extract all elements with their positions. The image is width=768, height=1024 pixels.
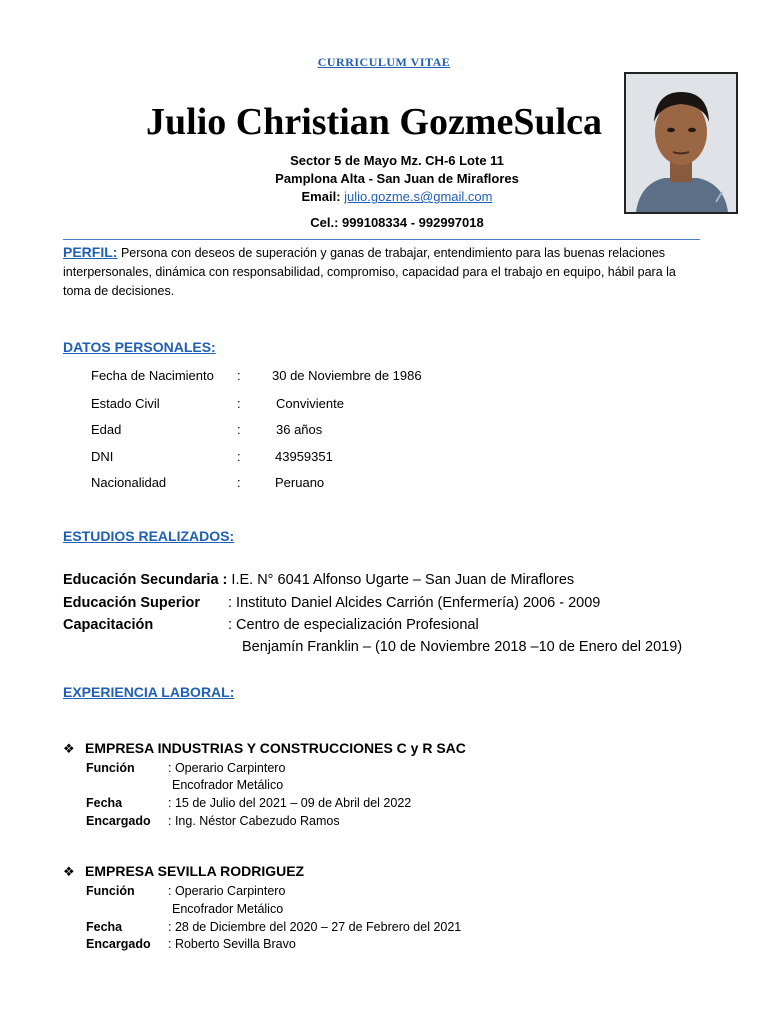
personal-colon: : <box>237 422 241 437</box>
job-key: Función <box>86 761 135 775</box>
personal-value: 43959351 <box>275 449 333 464</box>
job-value: : Operario Carpintero <box>168 761 286 775</box>
education-secondary-value: I.E. N° 6041 Alfonso Ugarte – San Juan de Miraflores <box>231 572 575 588</box>
education-training <box>63 617 479 633</box>
job-key: Fecha <box>86 920 123 934</box>
job-value: Encofrador Metálico <box>172 902 284 916</box>
personal-key: DNI <box>91 449 114 464</box>
education-training-value: : Centro de especialización Profesional <box>228 617 479 633</box>
education-higher <box>63 595 601 611</box>
job-value: : Ing. Néstor Cabezudo Ramos <box>168 814 340 828</box>
email-line <box>200 189 594 204</box>
education-secondary-label: Educación Secundaria : <box>63 572 228 588</box>
job-company <box>63 863 304 880</box>
job-key: Encargado <box>86 814 151 828</box>
job-key: Función <box>86 884 135 898</box>
personal-key: Fecha de Nacimiento <box>91 368 214 383</box>
job-value: Encofrador Metálico <box>172 778 284 792</box>
email-label: Email: <box>301 189 341 204</box>
job-company <box>63 740 466 757</box>
diamond-bullet-icon: ❖ <box>63 864 75 879</box>
job-key: Fecha <box>86 796 123 810</box>
education-higher-value: : Instituto Daniel Alcides Carrión (Enfermería) 2006 - 2009 <box>228 595 601 611</box>
personal-colon: : <box>237 449 241 464</box>
personal-value: 36 años <box>276 422 323 437</box>
phone-line: Cel.: 999108334 - 992997018 <box>310 215 484 230</box>
personal-key: Nacionalidad <box>91 475 167 490</box>
personal-value: Conviviente <box>276 396 344 411</box>
profile-label: PERFIL: <box>63 244 118 260</box>
job-key: Encargado <box>86 937 151 951</box>
personal-key: Estado Civil <box>91 396 160 411</box>
education-training-detail: Benjamín Franklin – (10 de Noviembre 2018 –10 de Enero del 2019) <box>242 639 683 655</box>
address-line-1: Sector 5 de Mayo Mz. CH-6 Lote 11 <box>290 153 504 168</box>
education-higher-label: Educación Superior <box>63 595 200 611</box>
job-company-name: EMPRESA INDUSTRIAS Y CONSTRUCCIONES C y R SAC <box>85 740 466 756</box>
header-divider <box>63 239 700 240</box>
personal-colon: : <box>237 368 241 383</box>
personal-key: Edad <box>91 422 122 437</box>
diamond-bullet-icon: ❖ <box>63 741 75 756</box>
job-value: : 28 de Diciembre del 2020 – 27 de Febrero del 2021 <box>168 920 462 934</box>
candidate-name: Julio Christian GozmeSulca <box>146 101 603 143</box>
cv-heading: CURRICULUM VITAE <box>317 55 451 69</box>
profile-summary <box>63 243 703 301</box>
personal-colon: : <box>237 396 241 411</box>
job-value: : 15 de Julio del 2021 – 09 de Abril del 2022 <box>168 796 412 810</box>
address-line-2: Pamplona Alta - San Juan de Miraflores <box>275 171 519 186</box>
job-value: : Operario Carpintero <box>168 884 286 898</box>
education-secondary <box>63 572 574 588</box>
personal-colon: : <box>237 475 241 490</box>
education-training-label: Capacitación <box>63 617 154 633</box>
profile-text: Persona con deseos de superación y ganas de trabajar, entendimiento para las buenas relaciones interpersonales, dinámica con responsabilidad, compromiso, capacidad para el trabajo en equipo, hábil para la toma de decisiones. <box>63 246 676 298</box>
email-link[interactable]: julio.gozme.s@gmail.com <box>344 189 493 204</box>
portrait-image <box>626 74 736 212</box>
job-company-name: EMPRESA SEVILLA RODRIGUEZ <box>85 863 305 879</box>
personal-value: 30 de Noviembre de 1986 <box>272 368 422 383</box>
profile-photo <box>624 72 738 214</box>
education-title: ESTUDIOS REALIZADOS: <box>63 528 235 544</box>
experience-title: EXPERIENCIA LABORAL: <box>63 684 235 700</box>
job-value: : Roberto Sevilla Bravo <box>168 937 296 951</box>
personal-data-title: DATOS PERSONALES: <box>63 339 216 355</box>
personal-value: Peruano <box>275 475 325 490</box>
